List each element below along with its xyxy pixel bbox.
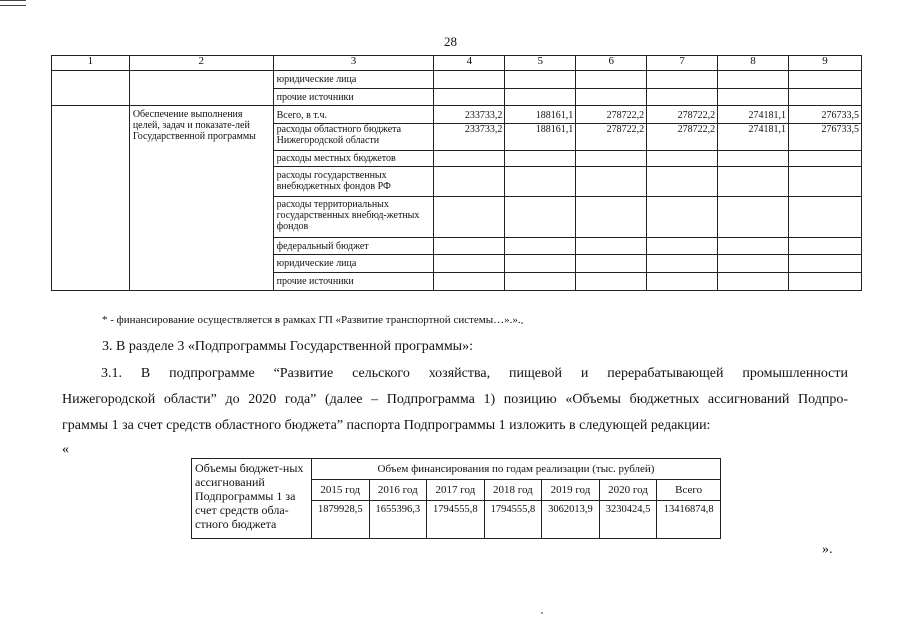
year-cell: 2017 год <box>427 480 485 501</box>
row-label: расходы областного бюджета Нижегородской области <box>273 124 434 151</box>
value-cell: 274181,1 <box>718 124 789 151</box>
paragraph-line: 3.1. В подпрограмме “Развитие сельского хозяйства, пищевой и перерабатывающей промышленности <box>101 366 848 381</box>
budget-value-cell: 1794555,8 <box>484 501 542 539</box>
value-cell <box>647 255 718 273</box>
value-cell <box>647 151 718 167</box>
scan-speck <box>541 612 543 614</box>
value-cell <box>789 197 862 238</box>
funding-table <box>51 55 862 291</box>
value-cell <box>434 167 505 197</box>
section-title: Обеспечение выполнения целей, задач и показате-лей Государственной программы <box>129 106 273 291</box>
header-cell: 9 <box>789 56 862 71</box>
value-cell <box>505 151 576 167</box>
value-cell <box>789 167 862 197</box>
value-cell: 278722,2 <box>576 106 647 124</box>
opening-quote: « <box>62 442 69 457</box>
value-cell <box>647 273 718 291</box>
value-cell <box>576 151 647 167</box>
value-cell: 278722,2 <box>647 106 718 124</box>
header-cell: 3 <box>273 56 434 71</box>
budget-value-cell: 3230424,5 <box>599 501 657 539</box>
value-cell <box>647 238 718 255</box>
value-cell <box>576 255 647 273</box>
value-cell <box>434 255 505 273</box>
value-cell: 233733,2 <box>434 106 505 124</box>
row-label: прочие источники <box>273 89 434 106</box>
value-cell: 188161,1 <box>505 124 576 151</box>
value-cell <box>718 273 789 291</box>
value-cell <box>789 238 862 255</box>
value-cell <box>576 197 647 238</box>
value-cell <box>789 273 862 291</box>
row-label: юридические лица <box>273 255 434 273</box>
table-row <box>52 106 862 124</box>
row-label: федеральный бюджет <box>273 238 434 255</box>
year-cell: 2015 год <box>312 480 370 501</box>
header-cell: 6 <box>576 56 647 71</box>
row-label: Всего, в т.ч. <box>273 106 434 124</box>
value-cell: 276733,5 <box>789 124 862 151</box>
value-cell <box>789 151 862 167</box>
paragraph-line: граммы 1 за счет средств областного бюджета” паспорта Подпрограммы 1 изложить в следующей редакции: <box>62 418 711 433</box>
value-cell <box>718 167 789 197</box>
budget-caption-row <box>192 459 721 480</box>
value-cell <box>505 197 576 238</box>
value-cell <box>576 273 647 291</box>
paragraph-section-3-1 <box>62 361 848 439</box>
year-cell: 2016 год <box>369 480 427 501</box>
header-cell: 1 <box>52 56 130 71</box>
header-cell: 8 <box>718 56 789 71</box>
paragraph-section-3: 3. В разделе 3 «Подпрограммы Государственной программы»: <box>102 339 473 354</box>
header-cell: 2 <box>129 56 273 71</box>
value-cell <box>789 255 862 273</box>
value-cell <box>576 167 647 197</box>
value-cell <box>647 197 718 238</box>
page-number: 28 <box>444 34 457 49</box>
footnote: * - финансирование осуществляется в рамках ГП «Развитие транспортной системы…».». <box>102 314 521 326</box>
value-cell <box>505 238 576 255</box>
budget-table <box>191 458 721 539</box>
closing-quote: ». <box>822 542 833 557</box>
value-cell <box>505 167 576 197</box>
value-cell <box>434 273 505 291</box>
value-cell: 278722,2 <box>576 124 647 151</box>
value-cell <box>434 238 505 255</box>
table-row <box>52 71 862 89</box>
value-cell: 278722,2 <box>647 124 718 151</box>
row-label: юридические лица <box>273 71 434 89</box>
corner-line-mark <box>0 0 26 6</box>
header-cell: 5 <box>505 56 576 71</box>
year-cell: 2019 год <box>542 480 600 501</box>
budget-value-cell: 1655396,3 <box>369 501 427 539</box>
value-cell <box>505 273 576 291</box>
value-cell: 274181,1 <box>718 106 789 124</box>
paragraph-line: Нижегородской области” до 2020 года” (далее – Подпрограмма 1) позицию «Объемы бюджетных ассигнований Подпро- <box>62 392 848 407</box>
year-cell: 2018 год <box>484 480 542 501</box>
value-cell: 188161,1 <box>505 106 576 124</box>
value-cell <box>505 255 576 273</box>
value-cell: 276733,5 <box>789 106 862 124</box>
row-label: расходы государственных внебюджетных фондов РФ <box>273 167 434 197</box>
value-cell: 233733,2 <box>434 124 505 151</box>
budget-value-cell: 1794555,8 <box>427 501 485 539</box>
value-cell <box>718 151 789 167</box>
row-label: расходы местных бюджетов <box>273 151 434 167</box>
value-cell <box>718 197 789 238</box>
table-header-row <box>52 56 862 71</box>
value-cell <box>576 238 647 255</box>
total-header-cell: Всего <box>657 480 721 501</box>
scan-speck <box>521 322 523 324</box>
value-cell <box>434 197 505 238</box>
value-cell <box>718 255 789 273</box>
header-cell: 7 <box>647 56 718 71</box>
budget-label: Объемы бюджет-ных ассигнований Подпрограммы 1 за счет средств обла-стного бюджета <box>192 459 312 539</box>
row-label: прочие источники <box>273 273 434 291</box>
budget-value-cell: 1879928,5 <box>312 501 370 539</box>
row-label: расходы территориальных государственных внебюд-жетных фондов <box>273 197 434 238</box>
budget-value-cell: 3062013,9 <box>542 501 600 539</box>
year-cell: 2020 год <box>599 480 657 501</box>
value-cell <box>647 167 718 197</box>
budget-caption: Объем финансирования по годам реализации (тыс. рублей) <box>312 459 721 480</box>
budget-total-cell: 13416874,8 <box>657 501 721 539</box>
value-cell <box>434 151 505 167</box>
value-cell <box>718 238 789 255</box>
header-cell: 4 <box>434 56 505 71</box>
